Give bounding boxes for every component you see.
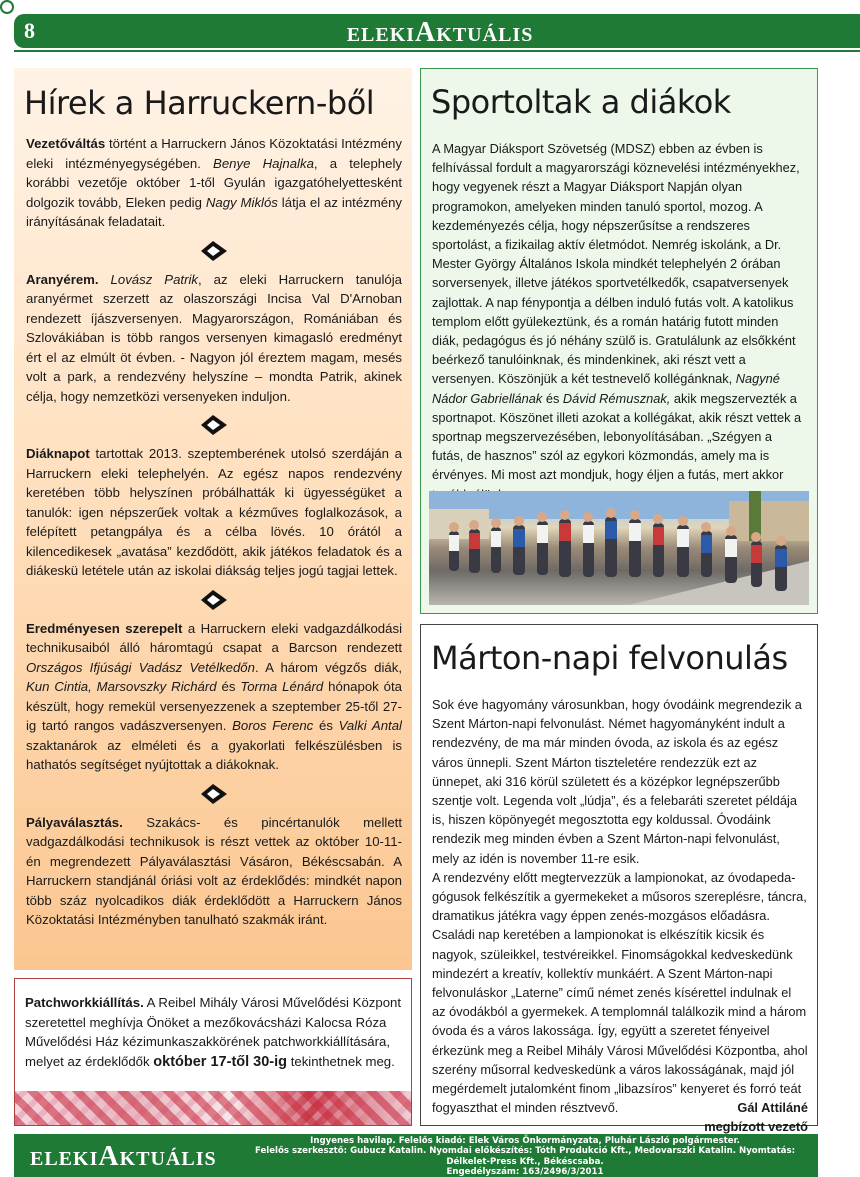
separator: [26, 232, 402, 270]
marton-paragraph: Sok éve hagyomány városunkban, hogy óvodáink megrendezik a Szent Márton-napi felvonulást. Német hagyományként indult a rendezvény, de ma már minden óvoda, az iskola és az egész város ünnepli. Szent Márton tiszteletére rendezzük ezt az ünnepet, aki 316 körül született és a középkor legnépszerűbb szentje volt. Legenda volt „lúdja”, és a felebaráti szeretet példája is, hiszen köpönyegét megosztotta egy koldussal. Óvodáink rendezik meg minden évben a Szent Márton-napi felvonulást, mely az idén is november 11-re esik.: [432, 697, 802, 866]
news-item-text: , az eleki Harruckern tanulója aranyérmet szerzett az olaszországi Incisa Val D'Arnoban rendezett íjászversenyen. Magyarországon, Romániában és Szlovákiában is több rangos versenyen kimagasló eredményt ért el az elmúlt öt évben. - Nagyon jól éreztem magam, mesés volt a park, a rendezvény helyszíne – mondta Patrik, akinek célja, hogy nemzetközi versenyeken induljon.: [26, 271, 402, 404]
footer-logo-part-3: KTUÁLIS: [119, 1148, 217, 1170]
patchwork-text: [25, 993, 403, 1072]
footer-logo: [30, 1142, 217, 1174]
separator: [26, 581, 402, 619]
news-item-text: tartottak 2013. szeptemberének utolsó szerdáján a Harruckern eleki telephelyén. Az egész napos rendezvény keretében több helyszínen próbálhatták ki ügyességüket a tanulók: igen népszerűek voltak a kézműves foglalkozások, a felépített petangpálya és a célba lövés. 10 órától a kilencedikesek „avatása” kezdődött, akik játékos feladatok és a diákeskü letétele után az iskolai diákság teljes jogú tagjai lettek.: [26, 446, 402, 578]
sport-section: [420, 68, 818, 614]
news-item-text: hónapok óta készült, hogy remekül versenyezzenek a szeptember 25-től 27-ig tartó rangos vadászversenyen.: [26, 679, 402, 733]
diamond-arrow-icon: [199, 413, 229, 437]
masthead-part-3: KTUÁLIS: [436, 24, 534, 46]
separator: [26, 775, 402, 813]
person-name: Lovász Patrik: [110, 271, 199, 287]
news-item-lead: Eredményesen szerepelt: [26, 620, 183, 636]
person-name: Boros Ferenc: [232, 718, 314, 733]
page-corner-mark: [0, 0, 14, 14]
news-item-student-day: [26, 444, 402, 581]
masthead-part-1: ELEKI: [346, 24, 416, 46]
news-item-text: és: [216, 679, 241, 694]
news-item-text: a Harruckern eleki vadgazdálkodási technikusaiból álló háromtagú csapat a Barcson rendezett: [26, 620, 402, 655]
imprint-line: Engedélyszám: 163/2496/3/2011: [446, 1167, 604, 1177]
separator: [26, 406, 402, 444]
person-name: Dávid Rémusznak,: [562, 390, 671, 406]
imprint-line: Ingyenes havilap. Felelős kiadó: Elek Város Önkormányzata, Pluhár László polgármester.: [310, 1136, 740, 1146]
news-item-text: . A három végzős diák,: [254, 659, 402, 675]
marton-section: [420, 624, 818, 1135]
sport-text: és: [542, 390, 563, 406]
news-item-lead: Diáknapot: [26, 446, 90, 461]
person-name: Torma Lénárd: [240, 679, 324, 694]
sport-text: akik megszervezték a sportnapot. Köszönet illeti azokat a kollégákat, akik részt vettek a sportnap megszervezésében, lebonyolításában. „Szégyen a futás, de hasznos” szól az egykori közmondás, amely ma is érvényes. Mi most azt mondjuk, hogy éljen a futás, mert akkor: [432, 390, 802, 483]
person-name: Nagyné Nádor Gabriellának: [432, 371, 780, 406]
page-number: 8: [24, 18, 35, 43]
event-name: Országos Ifjúsági Vadász Vetélkedőn: [26, 659, 255, 675]
news-item-text: [99, 272, 111, 287]
marton-paragraph: Családi nap keretében a lampionokat is elkészítik kicsik és nagyok, szüleikkel, testvéreikkel. Finomságokkal kedveskedünk mindezért a kreatív, kollektív munkáért. A Szent Márton-napi felvonuláskor „Laterne” című német zenés kísérettel indulnak el az óvodákból a gyermekek. A templomnál találkozik mind a három óvoda és a város lakossága. Így, együtt a szeretet fényeivel érkezünk meg a Reibel Mihály Városi Művelődési Központba, ahol szerény műsorral kedveskedünk a város lakosságának, majd jól megérdemelt jutalomként finom „libazsíros” kenyeret és forró teát fogyaszthat el minden résztvevő.: [432, 927, 808, 1116]
news-item-lead: Pályaválasztás.: [26, 814, 123, 830]
person-name: Nagy Miklós: [205, 194, 278, 210]
diamond-arrow-icon: [199, 782, 229, 806]
news-item-text: történt a Harruckern János Közoktatási Intézmény eleki intézményegységében.: [26, 136, 402, 171]
header-rule: [14, 50, 860, 52]
patchwork-dates: október 17-től 30-ig: [153, 1053, 288, 1070]
news-item-career-choice: [26, 813, 402, 930]
footer-logo-part-1: ELEKI: [30, 1148, 99, 1170]
marton-body: [432, 695, 808, 1137]
news-item-gold-medal: [26, 270, 402, 407]
patchwork-lead: Patchworkkiállítás.: [25, 995, 144, 1010]
marton-signature-name: Gál Attiláné: [737, 1100, 808, 1116]
masthead-part-2: A: [415, 17, 437, 48]
person-name: Kun Cintia, Marsovszky Richárd: [26, 679, 217, 694]
news-title: Hírek a Harruckern-ből: [24, 84, 375, 122]
person-name: Valki Antal: [338, 718, 402, 733]
diamond-arrow-icon: [199, 239, 229, 263]
sport-text: A Magyar Diáksport Szövetség (MDSZ) ebben az évben is felhívással fordult a magyarországi köznevelési intézményekhez, hogy vegyenek részt a Magyar Diáksport Napján olyan programokon, amelyeken minden tanuló sportol, mozog. A kezdeményezés célja, hogy népszerűsítse a rendszeres sportolást, a fizikailag aktív életmódot. Nemrég iskolánk, a Dr. Mester György Általános Iskola mindkét telephelyén 2 órában sorversenyek, illetve játékos sportvetélkedők, csapatversenyek zajlottak. A nap fénypontja a délben induló futás volt. A katolikus templom előtt gyülekeztünk, és a román határig futott minden diák, pedagógus és jó néhány szülő is. Gratulálunk az elsőkként beérkező tanulóinknak, és mindenkinek, aki részt vett a versenyen. Köszönjük a két testnevelő kollégánknak,: [432, 141, 800, 387]
imprint: [240, 1136, 810, 1177]
patchwork-text-2: tekinthetnek meg.: [287, 1053, 395, 1069]
footer-logo-part-2: A: [98, 1141, 120, 1172]
masthead: [340, 18, 540, 50]
news-item-text: szaktanárok az elméleti és a gyakorlati felkészülésben is hathatós segítséget nyújtottak a diákoknak.: [26, 737, 402, 772]
news-body: [26, 134, 402, 930]
news-item-leadership-change: [26, 134, 402, 232]
patchwork-section: [14, 978, 412, 1126]
running-crowd-illustration: [429, 491, 809, 605]
marton-title: Márton-napi felvonulás: [431, 639, 788, 677]
news-item-text: , a telephely korábbi vezetője október 1-től Gyulán igazgatóhelyettesként dolgozik tovább, Eleken pedig: [26, 155, 402, 210]
news-item-hunting-competition: [26, 619, 402, 775]
patchwork-text-1: A Reibel Mihály Városi Művelődési Központ szeretettel meghívja Önöket a mezőkovácsházi Kalocsa Róza Művelődési Ház kézimunkaszakkörének patchworkkiállítására, melyet az érdeklődők: [25, 995, 402, 1069]
news-item-text: Szakács- és pincértanulók mellett vadgazdálkodási technikusok is részt vettek az október 10-11-én megrendezett Pályaválasztási Vásáron, Békéscsabán. A Harruckern standjánál óriási volt az érdeklődés: mindkét napon több száz nyolcadikos diák érdeklődött a Harruckern János Közoktatási Intézményben tanulható szakmák iránt.: [26, 814, 402, 927]
news-item-text: és: [313, 718, 339, 733]
news-item-lead: Aranyérem.: [26, 271, 99, 287]
patchwork-photo: [15, 1091, 411, 1125]
sport-photo: [429, 491, 809, 605]
news-item-lead: Vezetőváltás: [26, 136, 106, 151]
marton-paragraph: A rendezvény előtt megtervezzük a lampionokat, az óvodapeda-gógusok felkészítik a gyermekeket a műsoros szereplésre, táncra, dramatikus játékra vagy éppen zenés-mozgásos előadásra.: [432, 869, 807, 924]
diamond-arrow-icon: [199, 588, 229, 612]
sport-body: [432, 139, 806, 542]
marton-signature-role: megbízott vezető: [704, 1119, 808, 1135]
sport-title: Sportoltak a diákok: [431, 83, 731, 121]
imprint-line: Felelős szerkesztő: Gubucz Katalin. Nyomdai előkészítés: Tóth Produkció Kft., Medovarszki Katalin. Nyomtatás: Délkelet-Press Kft., Békéscsaba.: [254, 1146, 796, 1167]
news-section: [14, 68, 412, 970]
news-item-text: látja el az intézmény irányításának feladatait.: [26, 194, 402, 229]
person-name: Benye Hajnalka: [213, 155, 314, 171]
